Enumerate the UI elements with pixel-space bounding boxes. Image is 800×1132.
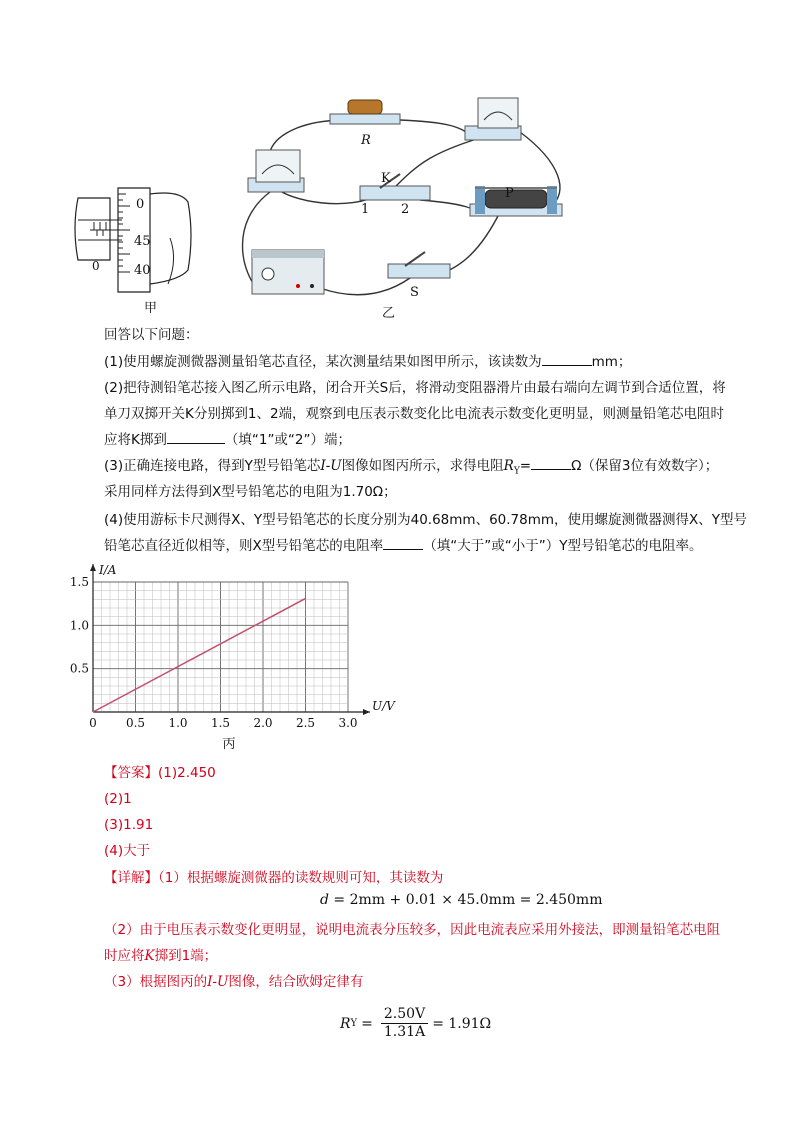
ammeter-face	[478, 98, 518, 128]
voltmeter-face	[256, 150, 300, 182]
q3-r-sub: Y	[513, 466, 520, 477]
label-p: P	[505, 186, 514, 201]
detail-p3	[104, 972, 363, 992]
q3-mid: 图像如图丙所示，求得电阻	[341, 458, 504, 474]
x-axis-label: U/V	[372, 699, 395, 713]
y-axis-arrow	[90, 564, 96, 571]
micrometer-figure	[70, 180, 200, 320]
answer-2: (2)1	[104, 791, 132, 807]
eq3-den: 1.31A	[383, 1024, 426, 1040]
question-2-line2: 单刀双掷开关K分别掷到1、2端，观察到电压表示数变化比电流表示数变化更明显，则测量铅笔芯电阻时	[104, 406, 725, 422]
resistor-base	[330, 114, 400, 124]
eq3-fraction	[381, 1006, 428, 1041]
detail-p2-line2	[104, 946, 217, 966]
q4-line2-pre: 铅笔芯直径近似相等，则X型号铅笔芯的电阻率	[104, 538, 384, 554]
figure-jia-caption: 甲	[144, 301, 158, 316]
q1-blank	[542, 365, 592, 366]
q1-unit: mm；	[591, 354, 632, 370]
answer-1: (1)2.450	[158, 765, 216, 781]
answer-line-1	[104, 763, 216, 783]
x-tick-label: 2.5	[295, 716, 316, 730]
q4-blank	[383, 549, 423, 550]
circuit-figure	[230, 92, 590, 312]
eq3-sub: Y	[350, 1018, 358, 1029]
y-tick-label: 1.0	[69, 618, 89, 633]
equation-resistance: R Y = $\frac{2.50V}{1.31A}$ = 1.91Ω	[340, 1006, 492, 1040]
x-tick-label: 0	[89, 716, 97, 730]
question-3-line1	[104, 456, 718, 482]
question-1	[104, 352, 631, 372]
answer-3: (3)1.91	[104, 817, 154, 833]
resistor-body	[348, 100, 382, 114]
figure-yi-caption: 乙	[382, 306, 396, 321]
x-tick-label: 2.0	[253, 716, 273, 730]
question-3-line2: 采用同样方法得到X型号铅笔芯的电阻为1.70Ω；	[104, 484, 397, 500]
answer-tag: 【答案】	[104, 765, 158, 781]
equation-diameter	[320, 892, 602, 908]
detail-p2-line1: （2）由于电压表示数变化更明显，说明电流表分压较多，因此电流表应采用外接法，即测量铅笔芯电阻	[104, 922, 721, 938]
eq3-r: R	[340, 1015, 351, 1032]
q3-blank	[531, 469, 571, 470]
q2-blank	[167, 443, 225, 444]
q1-text: (1)使用螺旋测微器测量铅笔芯直径，某次测量结果如图甲所示，该读数为	[104, 354, 542, 370]
p3-pre: （3）根据图丙的	[104, 974, 208, 990]
micrometer-tick-45: 45	[134, 234, 151, 249]
eq3-num: 2.50V	[381, 1006, 428, 1024]
detail-line-1	[104, 868, 443, 888]
eq1-rest: = 2mm + 0.01 × 45.0mm = 2.450mm	[328, 892, 603, 908]
q3-iu: I-U	[320, 458, 342, 474]
p2-post: 掷到1端；	[154, 948, 218, 964]
p2-pre: 时应将	[104, 948, 145, 964]
q3-eq: =	[519, 458, 532, 474]
x-tick-label: 1.5	[210, 716, 231, 730]
rheostat-coil	[485, 190, 547, 208]
p3-post: 图像，结合欧姆定律有	[228, 974, 364, 990]
switch-k-base	[360, 186, 430, 200]
question-2-line1: (2)把待测铅笔芯接入图乙所示电路，闭合开关S后，将滑动变阻器滑片由最右端向左调节到合适位置，将	[104, 380, 726, 396]
q3-post: Ω（保留3位有效数字）；	[571, 458, 719, 474]
q3-pre: (3)正确连接电路，得到Y型号铅笔芯	[104, 458, 321, 474]
p2-k: K	[144, 948, 155, 964]
x-tick-label: 3.0	[338, 716, 358, 730]
micrometer-tick-0: 0	[136, 197, 145, 212]
x-tick-label: 1.0	[168, 716, 188, 730]
detail-tag: 【详解】	[104, 870, 158, 886]
y-tick-label: 0.5	[69, 661, 89, 676]
question-4-line1: (4)使用游标卡尺测得X、Y型号铅笔芯的长度分别为40.68mm、60.78mm，使用螺旋测微器测得X、Y型号	[104, 512, 748, 528]
iu-chart	[60, 556, 400, 756]
q4-line2-post: （填“大于”或“小于”）Y型号铅笔芯的电阻率。	[423, 538, 703, 554]
eq1-d: d	[320, 892, 329, 908]
p3-iu: I-U	[207, 974, 229, 990]
label-2: 2	[401, 202, 410, 217]
switch-s-base	[388, 264, 450, 278]
intro-text: 回答以下问题：	[104, 327, 199, 343]
y-tick-label: 1.5	[69, 575, 89, 589]
figure-bing-caption: 丙	[222, 737, 236, 752]
question-2-line3	[104, 430, 351, 450]
detail-p1: （1）根据螺旋测微器的读数规则可知，其读数为	[158, 870, 444, 886]
label-r: R	[361, 133, 371, 148]
label-1: 1	[361, 202, 370, 217]
eq3-res: = 1.91Ω	[432, 1015, 492, 1032]
label-s: S	[410, 285, 419, 300]
micrometer-main-zero: 0	[92, 259, 100, 273]
q3-r-symbol: R	[503, 458, 514, 474]
q2-line3-pre: 应将K掷到	[104, 432, 167, 448]
x-tick-label: 0.5	[125, 716, 146, 730]
y-axis-label: I/A	[99, 563, 117, 577]
micrometer-tick-40: 40	[134, 263, 151, 278]
answer-4: (4)大于	[104, 843, 151, 859]
x-axis-arrow	[363, 709, 370, 715]
question-4-line2	[104, 536, 702, 556]
q2-line3-post: （填“1”或“2”）端；	[224, 432, 352, 448]
label-k: K	[381, 171, 391, 186]
series-line	[93, 598, 306, 712]
